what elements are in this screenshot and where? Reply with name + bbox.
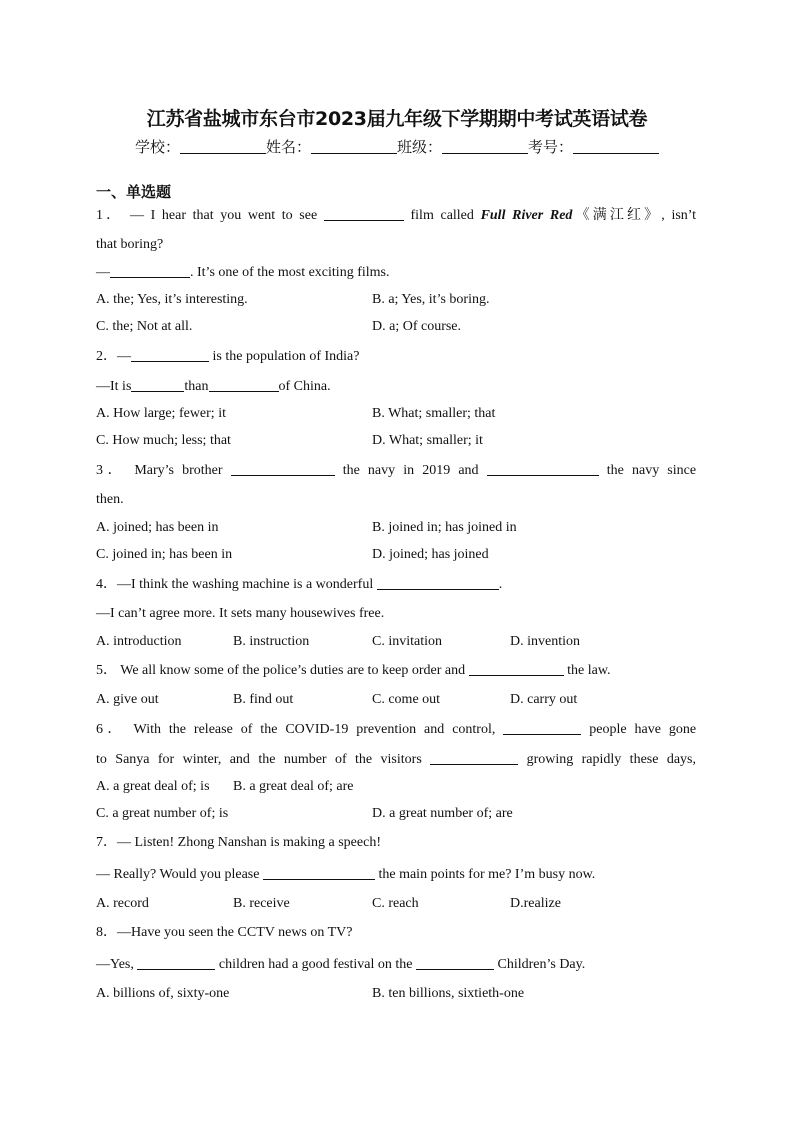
question-8-stem: 8．—Have you seen the CCTV news on TV? [96,925,353,940]
q6-option-c[interactable]: C. a great number of; is [96,806,229,821]
question-4-stem: 4．—I think the washing machine is a wonderful . [96,577,503,592]
q2-blank-1[interactable] [131,347,209,362]
q6-option-d[interactable]: D. a great number of; are [372,806,513,821]
question-2-stem: 2．— is the population of India? [96,349,360,364]
q7-option-c[interactable]: C. reach [372,896,419,911]
school-label: 学校： [134,138,180,156]
q3-option-a[interactable]: A. joined; has been in [96,520,219,535]
q3-option-d[interactable]: D. joined; has joined [372,547,489,562]
q8-blank-2[interactable] [416,955,494,970]
q4-option-c[interactable]: C. invitation [372,634,442,649]
q2-blank-3[interactable] [209,377,279,392]
q2-option-b[interactable]: B. What; smaller; that [372,406,496,421]
q1-blank-2[interactable] [110,263,190,278]
student-info-row [0,136,794,157]
q1-option-b[interactable]: B. a; Yes, it’s boring. [372,292,490,307]
page-title: 江苏省盐城市东台市2023届九年级下学期期中考试英语试卷 [146,108,648,130]
question-3-stem: 3． Mary’s brother the navy in 2019 and the navy since [96,463,697,478]
q1-option-d[interactable]: D. a; Of course. [372,319,462,334]
name-blank[interactable] [311,138,397,154]
q6-blank-1[interactable] [503,720,581,735]
q2-option-d[interactable]: D. What; smaller; it [372,433,483,448]
q5-option-b[interactable]: B. find out [233,692,294,707]
q7-option-d[interactable]: D.realize [510,896,561,911]
q3-blank-2[interactable] [487,461,599,476]
exam-number-blank[interactable] [573,138,659,154]
q7-option-a[interactable]: A. record [96,896,149,911]
q2-option-c[interactable]: C. How much; less; that [96,433,231,448]
q5-option-d[interactable]: D. carry out [510,692,578,707]
q7-blank[interactable] [263,865,375,880]
question-3-stem-cont: then. [96,492,124,507]
exam-number-label: 考号： [528,138,574,156]
question-1-stem-cont: that boring? [96,237,164,252]
q2-option-a[interactable]: A. How large; fewer; it [96,406,226,421]
class-label: 班级： [397,138,443,156]
q6-option-b[interactable]: B. a great deal of; are [233,779,354,794]
q6-option-a[interactable]: A. a great deal of; is [96,779,210,794]
q3-blank-1[interactable] [231,461,335,476]
q6-blank-2[interactable] [430,750,518,765]
q4-option-d[interactable]: D. invention [510,634,580,649]
question-1-reply: — . It’s one of the most exciting films. [96,265,390,280]
q3-option-b[interactable]: B. joined in; has joined in [372,520,517,535]
q5-blank[interactable] [469,661,564,676]
q1-option-c[interactable]: C. the; Not at all. [96,319,193,334]
school-blank[interactable] [180,138,266,154]
q8-blank-1[interactable] [137,955,215,970]
q4-option-b[interactable]: B. instruction [233,634,310,649]
q3-option-c[interactable]: C. joined in; has been in [96,547,233,562]
q5-option-a[interactable]: A. give out [96,692,159,707]
question-1-stem: 1． — I hear that you went to see film called Full River Red《满江红》, isn’t [96,207,697,223]
name-label: 姓名： [265,138,311,156]
question-7-reply: — Really? Would you please the main points for me? I’m busy now. [96,867,596,882]
q4-blank[interactable] [377,575,499,590]
question-5-stem: 5． We all know some of the police’s duties are to keep order and the law. [96,663,611,678]
question-6-stem: 6． With the release of the COVID-19 prevention and control, people have gone [96,722,697,737]
q2-blank-2[interactable] [131,377,184,392]
question-4-reply: —I can’t agree more. It sets many housewives free. [96,606,385,621]
q4-option-a[interactable]: A. introduction [96,634,182,649]
q5-option-c[interactable]: C. come out [372,692,441,707]
q1-option-a[interactable]: A. the; Yes, it’s interesting. [96,292,248,307]
question-7-stem: 7．— Listen! Zhong Nanshan is making a speech! [96,835,381,850]
q1-blank-1[interactable] [324,206,404,221]
q8-option-a[interactable]: A. billions of, sixty-one [96,986,230,1001]
question-2-reply: —It is than of China. [96,379,331,394]
question-8-reply: —Yes, children had a good festival on the Children’s Day. [96,957,586,972]
q7-option-b[interactable]: B. receive [233,896,290,911]
question-6-stem-cont: to Sanya for winter, and the number of the visitors growing rapidly these days, [96,752,697,767]
q8-option-b[interactable]: B. ten billions, sixtieth-one [372,986,525,1001]
section-heading: 一、单选题 [96,183,172,201]
class-blank[interactable] [442,138,528,154]
